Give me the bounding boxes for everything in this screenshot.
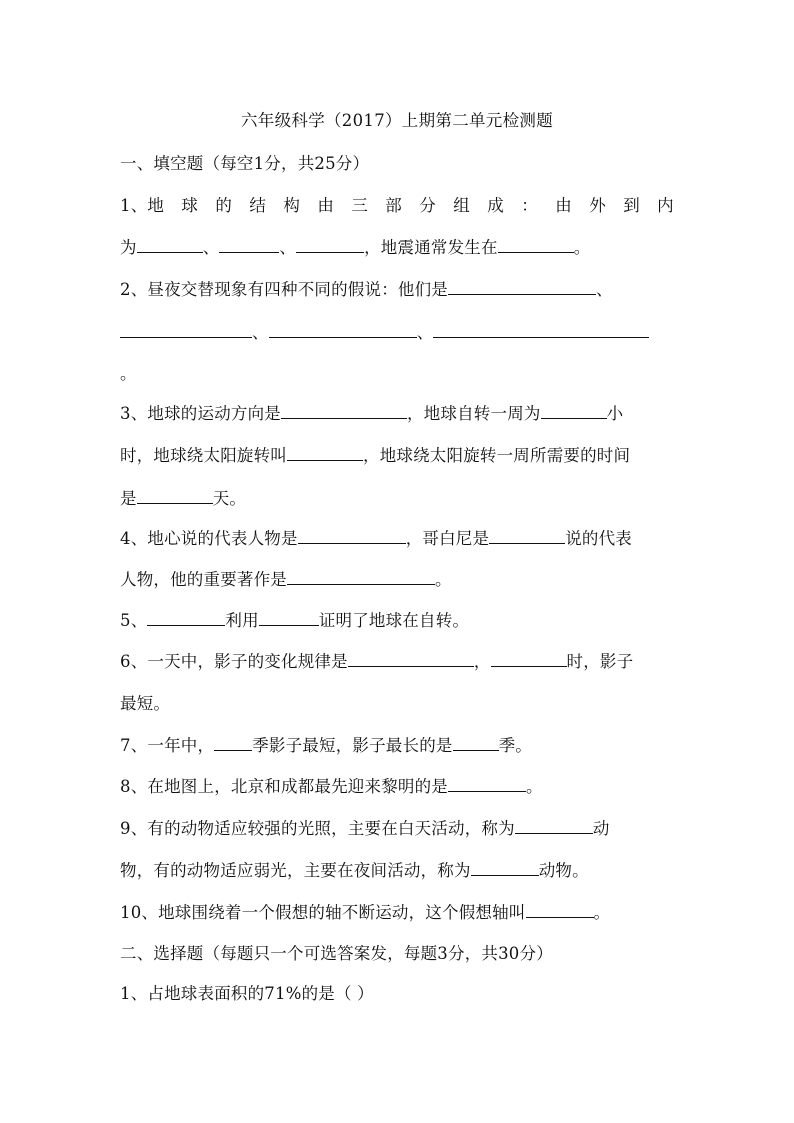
q1-char: 内 [657, 196, 674, 215]
q1-char: 三 [351, 196, 369, 215]
text: 动物。 [538, 861, 589, 880]
text: 动 [592, 819, 610, 838]
answer-blank[interactable] [448, 278, 596, 295]
question-3-line-3 [120, 485, 246, 509]
q1-char: 由 [317, 196, 335, 215]
text: 证明了地球在自转。 [318, 611, 470, 630]
q1-char: 球 [181, 196, 199, 215]
question-9-line-1 [120, 815, 610, 839]
answer-blank[interactable] [453, 734, 499, 751]
text: 。 [573, 238, 591, 257]
answer-blank[interactable] [298, 527, 406, 544]
answer-blank[interactable] [147, 609, 225, 626]
q1-char: ： [521, 196, 538, 215]
answer-blank[interactable] [259, 609, 319, 626]
answer-blank[interactable] [287, 444, 363, 461]
text: 季影子最短，影子最长的是 [252, 736, 453, 755]
text: 小 [606, 404, 624, 423]
text: 利用 [225, 611, 259, 630]
question-5 [120, 607, 469, 631]
text: 10、地球围绕着一个假想的轴不断运动，这个假想轴叫 [120, 903, 526, 922]
question-10 [120, 899, 610, 923]
q1-char: 构 [283, 196, 301, 215]
text: 、 [596, 280, 613, 299]
text: ，哥白尼是 [405, 529, 490, 548]
answer-blank[interactable] [287, 568, 435, 585]
text: ，地球绕太阳旋转一周所需要的时间 [363, 446, 631, 465]
question-1-line-2 [120, 234, 590, 258]
text: 、 [416, 323, 434, 342]
q1-char: 结 [249, 196, 267, 215]
answer-blank[interactable] [541, 402, 607, 419]
text: 时，地球绕太阳旋转叫 [120, 446, 287, 465]
text: 是 [120, 489, 137, 508]
text: 9、有的动物适应较强的光照，主要在白天活动，称为 [120, 819, 515, 838]
q1-char: 部 [385, 196, 402, 215]
question-2-line-1 [120, 276, 613, 300]
text: 3、地球的运动方向是 [120, 404, 281, 423]
answer-blank[interactable] [348, 650, 474, 667]
text: 6、一天中，影子的变化规律是 [120, 652, 348, 671]
answer-blank[interactable] [269, 321, 417, 338]
question-9-line-2 [120, 857, 589, 881]
answer-blank[interactable] [515, 817, 593, 834]
mc-question-1: 1、占地球表面积的71%的是（ ） [120, 984, 374, 1003]
answer-blank[interactable] [448, 775, 526, 792]
text: 天。 [212, 489, 247, 508]
text: 时，影子 [566, 652, 634, 671]
text: 为 [120, 238, 137, 257]
text: 季。 [498, 736, 533, 755]
q1-char: 1、地 [120, 196, 165, 215]
question-7 [120, 732, 532, 756]
question-6-line-2: 最短。 [120, 694, 171, 713]
q1-char: 外 [589, 196, 606, 215]
answer-blank[interactable] [491, 650, 567, 667]
question-2-line-2 [120, 319, 649, 343]
answer-blank[interactable] [219, 236, 279, 253]
question-3-line-1 [120, 400, 623, 424]
q1-char: 成 [487, 196, 504, 215]
text: 物，有的动物适应弱光，主要在夜间活动，称为 [120, 861, 471, 880]
text: 、 [202, 238, 220, 257]
text: ，地球自转一周为 [407, 404, 541, 423]
q1-char: 组 [453, 196, 470, 215]
answer-blank[interactable] [526, 901, 594, 918]
text: 7、一年中， [120, 736, 215, 755]
question-4-line-2 [120, 566, 452, 590]
text: 、 [279, 238, 297, 257]
q1-char: 的 [215, 196, 233, 215]
question-8 [120, 773, 543, 797]
answer-blank[interactable] [296, 236, 364, 253]
text: 。 [526, 777, 543, 796]
answer-blank[interactable] [120, 321, 252, 338]
answer-blank[interactable] [498, 236, 574, 253]
text: ， [473, 652, 491, 671]
text: 8、在地图上，北京和成都最先迎来黎明的是 [120, 777, 448, 796]
text: 2、昼夜交替现象有四种不同的假说：他们是 [120, 280, 448, 299]
section-1-heading: 一、填空题（每空1分，共25分） [120, 154, 370, 173]
text: 。 [435, 570, 452, 589]
question-1-line-1 [120, 192, 674, 216]
question-3-line-2 [120, 442, 630, 466]
text: 。 [593, 903, 611, 922]
section-2-heading: 二、选择题（每题只一个可选答案发，每题3分，共30分） [120, 944, 553, 963]
answer-blank[interactable] [137, 236, 203, 253]
q1-char: 由 [555, 196, 572, 215]
text: 人物，他的重要著作是 [120, 570, 287, 589]
q1-char: 分 [419, 196, 436, 215]
answer-blank[interactable] [214, 734, 252, 751]
question-4-line-1 [120, 525, 632, 549]
text: ，地震通常发生在 [364, 238, 498, 257]
answer-blank[interactable] [471, 859, 539, 876]
answer-blank[interactable] [489, 527, 565, 544]
question-6-line-1 [120, 648, 633, 672]
answer-blank[interactable] [137, 487, 213, 504]
question-2-line-3: 。 [120, 364, 137, 383]
text: 说的代表 [565, 529, 633, 548]
text: 4、地心说的代表人物是 [120, 529, 298, 548]
answer-blank[interactable] [433, 321, 649, 338]
q1-char: 到 [623, 196, 640, 215]
page-title: 六年级科学（2017）上期第二单元检测题 [241, 111, 553, 130]
text: 5、 [120, 611, 148, 630]
answer-blank[interactable] [281, 402, 407, 419]
text: 、 [252, 323, 269, 342]
